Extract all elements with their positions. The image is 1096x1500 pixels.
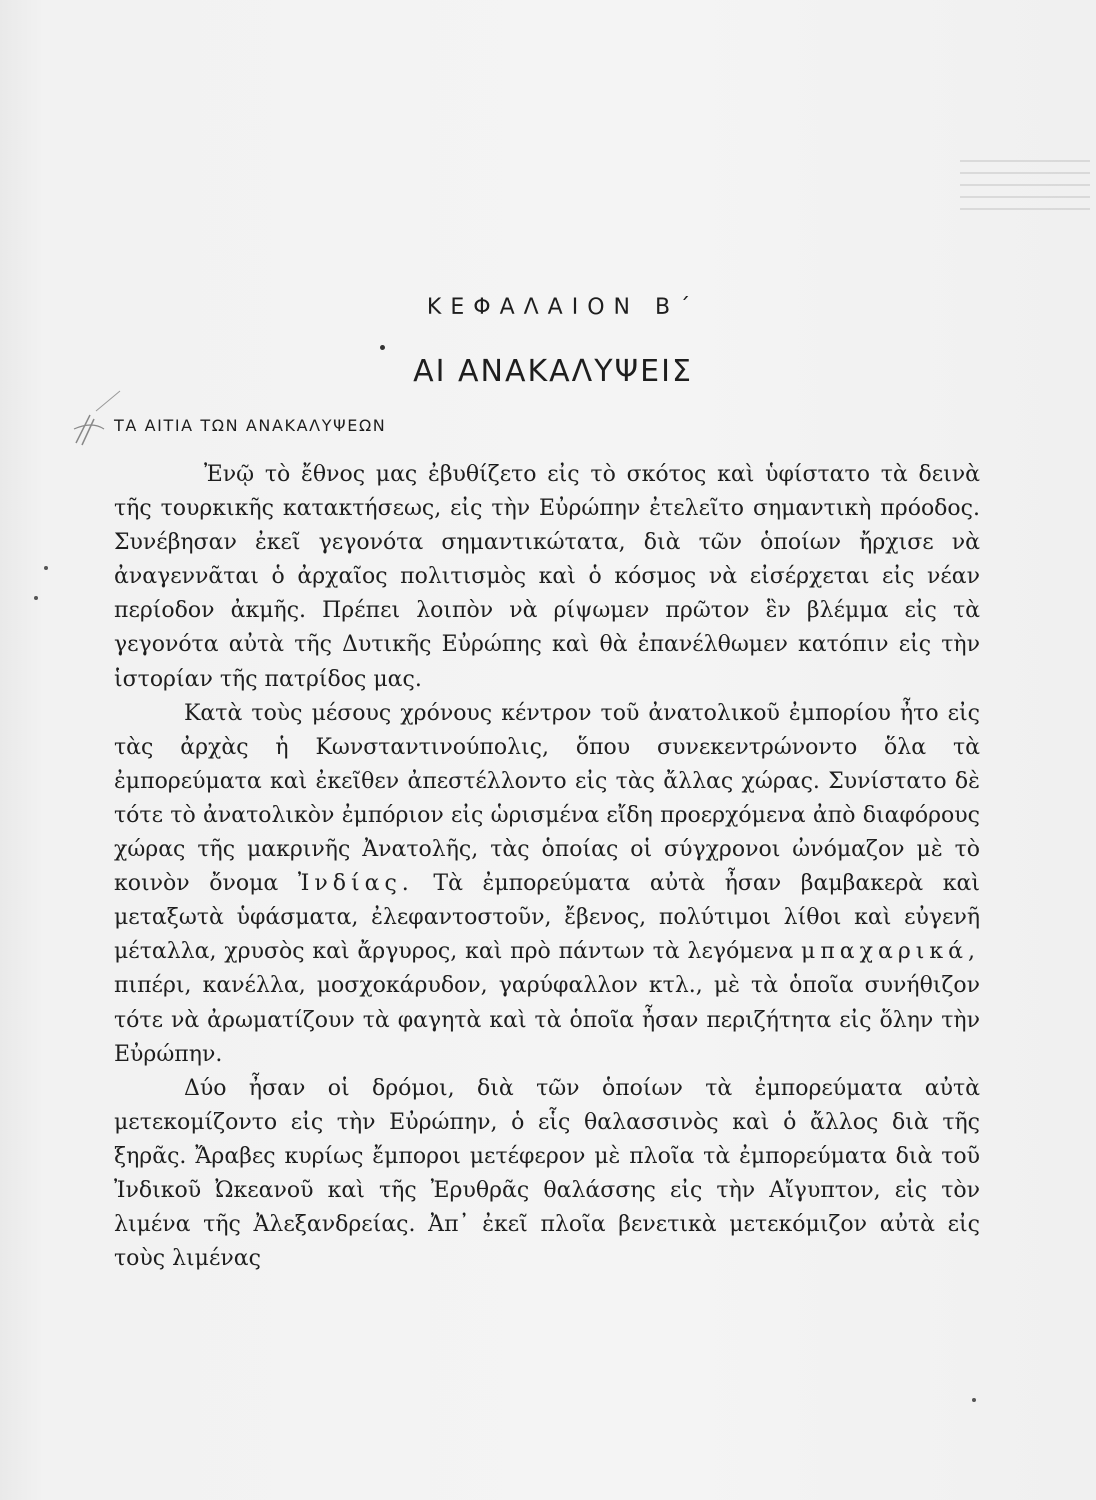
body-text [114,458,980,1276]
paragraph-2: Κατὰ τοὺς μέσους χρόνους κέντρον τοῦ ἀνατολικοῦ ἐμπορίου ἦτο εἰς τὰς ἀρχὰς ἡ Κωνσταντινούπολις, ὅπου συνεκεντρώνοντο ὅλα τὰ ἐμπορεύματα καὶ ἐκεῖθεν ἀπεστέλλοντο εἰς τὰς ἄλλας χώρας. Συνίστατο δὲ τότε τὸ ἀνατολικὸν ἐμπόριον εἰς ὡρισμένα εἴδη προερχόμενα ἀπὸ διαφόρους χώρας τῆς μακρινῆς Ἀνατολῆς, τὰς ὁποίας οἱ σύγχρονοι ὠνόμαζον μὲ τὸ κοινὸν ὄνομα Ἰνδίας. Τὰ ἐμπορεύματα αὐτὰ ἦσαν βαμβακερὰ καὶ μεταξωτὰ ὑφάσματα, ἐλεφαντοστοῦν, ἔβενος, πολύτιμοι λίθοι καὶ εὐγενῆ μέταλλα, χρυσὸς καὶ ἄργυρος, καὶ πρὸ πάντων τὰ λεγόμενα μπαχαρικά, πιπέρι, κανέλλα, μοσχοκάρυδον, γαρύφαλλον κτλ., μὲ τὰ ὁποῖα συνήθιζον τότε νὰ ἀρωματίζουν τὰ φαγητὰ καὶ τὰ ὁποῖα ἦσαν περιζήτητα εἰς ὅλην τὴν Εὐρώπην. [114,700,980,1067]
chapter-heading: ΚΕΦΑΛΑΙΟΝ Β΄ [426,295,700,320]
show-through-text [960,150,1090,260]
emphasis-bacharika: μπαχαρικά, [801,939,980,965]
margin-dot [972,1398,976,1402]
paragraph-3: Δύο ἦσαν οἱ δρόμοι, διὰ τῶν ὁποίων τὰ ἐμπορεύματα αὐτὰ μετεκομίζοντο εἰς τὴν Εὐρώπην, ὁ εἷς θαλασσινὸς καὶ ὁ ἄλλος διὰ τῆς ξηρᾶς. Ἄραβες κυρίως ἔμποροι μετέφερον μὲ πλοῖα τὰ ἐμπορεύματα διὰ τοῦ Ἰνδικοῦ Ὠκεανοῦ καὶ τῆς Ἐρυθρᾶς θαλάσσης εἰς τὴν Αἴγυπτον, εἰς τὸν λιμένα τῆς Ἀλεξανδρείας. Ἀπ᾽ ἐκεῖ πλοῖα βενετικὰ μετεκόμιζον αὐτὰ εἰς τοὺς λιμένας [114,1075,980,1272]
margin-dot [34,596,38,600]
section-heading: ΤΑ ΑΙΤΙΑ ΤΩΝ ΑΝΑΚΑΛΥΨΕΩΝ [114,416,387,435]
chapter-title: ΑΙ ΑΝΑΚΑΛΥΨΕΙΣ [413,354,693,389]
emphasis-indias: Ἰνδίας. [297,871,414,897]
ink-dot [380,345,385,350]
paragraph-1: Ἐνῷ τὸ ἔθνος μας ἐβυθίζετο εἰς τὸ σκότος καὶ ὑφίστατο τὰ δεινὰ τῆς τουρκικῆς κατακτήσεως, εἰς τὴν Εὐρώπην ἐτελεῖτο σημαντικὴ πρόοδος. Συνέβησαν ἐκεῖ γεγονότα σημαντικώτατα, διὰ τῶν ὁποίων ἤρχισε νὰ ἀναγεννᾶται ὁ ἀρχαῖος πολιτισμὸς καὶ ὁ κόσμος νὰ εἰσέρχεται εἰς νέαν περίοδον ἀκμῆς. Πρέπει λοιπὸν νὰ ρίψωμεν πρῶτον ἓν βλέμμα εἰς τὰ γεγονότα αὐτὰ τῆς Δυτικῆς Εὐρώπης καὶ θὰ ἐπανέλθωμεν κατόπιν εἰς τὴν ἱστορίαν τῆς πατρίδος μας. [114,462,980,692]
margin-dot [44,566,48,570]
